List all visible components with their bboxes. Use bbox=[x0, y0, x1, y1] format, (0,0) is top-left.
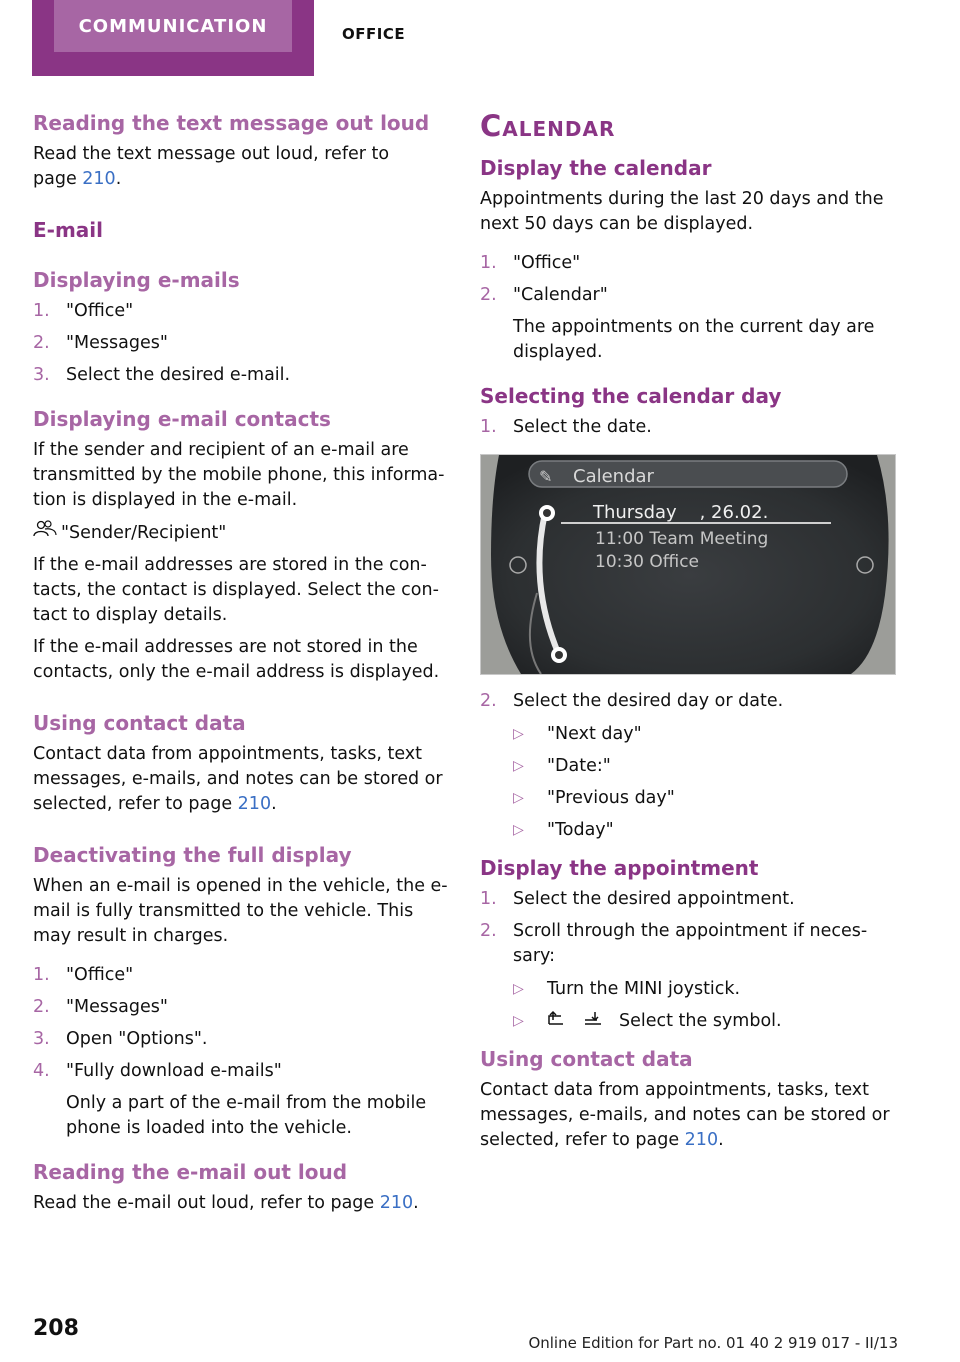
select-day-list-2 bbox=[480, 689, 895, 843]
list-item: 4. "Fully download e-mails" Only a part of the e-mail from the mobile phone is loaded into the vehicle. bbox=[33, 1059, 448, 1141]
display-calendar-list bbox=[480, 251, 895, 365]
calendar-screen-image bbox=[480, 454, 896, 675]
heading-email: E-mail bbox=[33, 218, 104, 242]
scroll-options-list bbox=[513, 977, 895, 1034]
heading-display-appointment: Display the appointment bbox=[480, 856, 759, 880]
list-item: 2. "Messages" bbox=[33, 333, 168, 353]
screen-day: Thursday , 26.02. bbox=[593, 502, 769, 523]
list-item: 2. Select the desired day or date. ▷ "Next day" ▷ "Date:" ▷ "Previous day" ▷ "Today" bbox=[480, 689, 895, 843]
page-link[interactable]: 210 bbox=[82, 169, 116, 189]
stored-text: If the e-mail addresses are stored in the contacts, the contact is displayed. Select the contact to display details. bbox=[33, 555, 439, 625]
current-day-text: The appointments on the current day are displayed. bbox=[513, 317, 875, 362]
heading-display-calendar: Display the calendar bbox=[480, 156, 712, 180]
list-item: ▷ Select the symbol. bbox=[513, 1009, 895, 1034]
deactivate-text: When an e-mail is opened in the vehicle, the e-mail is fully transmitted to the vehicle. This may result in charges. bbox=[33, 876, 448, 946]
edition-text: Online Edition for Part no. 01 40 2 919 017 - II/13 bbox=[528, 1334, 898, 1352]
deactivate-list bbox=[33, 963, 448, 1141]
list-item: 3. Open "Options". bbox=[33, 1029, 208, 1049]
list-item: ▷ Turn the MINI joystick. bbox=[513, 979, 741, 999]
list-item: 1. Select the desired appointment. bbox=[480, 889, 795, 909]
list-item: 1. "Office" bbox=[33, 301, 134, 321]
partial-text: Only a part of the e-mail from the mobile phone is loaded into the vehicle. bbox=[66, 1093, 427, 1138]
heading-read-sms: Reading the text message out loud bbox=[33, 111, 430, 135]
using-contact-text: Contact data from appointments, tasks, text messages, e-mails, and notes can be stored or selected, refer to page 210. bbox=[33, 744, 443, 814]
list-item: ▷ "Today" bbox=[513, 820, 614, 840]
list-item: 2. "Calendar" The appointments on the current day are displayed. bbox=[480, 283, 895, 365]
chapter-tab-label: COMMUNICATION bbox=[54, 0, 292, 52]
page-link[interactable]: 210 bbox=[237, 794, 272, 814]
right-column bbox=[480, 108, 895, 1153]
heading-calendar: Calendar bbox=[480, 109, 616, 143]
select-day-list bbox=[480, 415, 895, 440]
page-link[interactable]: 210 bbox=[379, 1193, 414, 1213]
scroll-down-icon bbox=[581, 1009, 619, 1034]
contacts-icon bbox=[33, 520, 61, 546]
list-item: ▷ "Date:" bbox=[513, 756, 611, 776]
heading-using-contact-right: Using contact data bbox=[480, 1047, 693, 1071]
screen-appointment: 11:00 Team Meeting bbox=[595, 529, 769, 549]
scroll-up-icon bbox=[547, 1009, 581, 1034]
read-sms-text: Read the text message out loud, refer to page 210. bbox=[33, 144, 390, 189]
page-link[interactable]: 210 bbox=[684, 1130, 719, 1150]
section-label: OFFICE bbox=[342, 25, 406, 43]
page-number: 208 bbox=[33, 1316, 79, 1341]
heading-email-contacts: Displaying e-mail contacts bbox=[33, 407, 331, 431]
appointment-list bbox=[480, 887, 895, 1034]
heading-select-day: Selecting the calendar day bbox=[480, 384, 782, 408]
heading-using-contact: Using contact data bbox=[33, 711, 246, 735]
list-item: 2. Scroll through the appointment if necessary: ▷ Turn the MINI joystick. ▷ Select the symbol. bbox=[480, 919, 895, 1034]
heading-deactivate: Deactivating the full display bbox=[33, 843, 352, 867]
day-options-list bbox=[513, 722, 895, 843]
list-item: 1. "Office" bbox=[480, 253, 581, 273]
heading-read-email: Reading the e-mail out loud bbox=[33, 1160, 348, 1184]
not-stored-text: If the e-mail addresses are not stored in the contacts, only the e-mail address is displayed. bbox=[33, 637, 440, 682]
using-contact-text-right: Contact data from appointments, tasks, text messages, e-mails, and notes can be stored or selected, refer to page 210. bbox=[480, 1080, 890, 1150]
screen-title: Calendar bbox=[573, 466, 654, 487]
read-email-text: Read the e-mail out loud, refer to page 210. bbox=[33, 1193, 419, 1213]
list-item: ▷ "Previous day" bbox=[513, 788, 675, 808]
chapter-tab[interactable] bbox=[32, 0, 314, 76]
list-item: ▷ "Next day" bbox=[513, 724, 642, 744]
list-item: 2. "Messages" bbox=[33, 997, 168, 1017]
contacts-text: If the sender and recipient of an e-mail are transmitted by the mobile phone, this information is displayed in the e-mail. bbox=[33, 440, 445, 510]
left-column bbox=[33, 110, 448, 1216]
list-item: 1. "Office" bbox=[33, 965, 134, 985]
sender-recipient-line: "Sender/Recipient" bbox=[33, 520, 448, 546]
display-emails-list bbox=[33, 299, 448, 388]
heading-display-emails: Displaying e-mails bbox=[33, 268, 240, 292]
screen-appointment: 10:30 Office bbox=[595, 552, 700, 572]
list-item: 3. Select the desired e-mail. bbox=[33, 365, 291, 385]
display-calendar-text: Appointments during the last 20 days and the next 50 days can be displayed. bbox=[480, 189, 884, 234]
list-item: 1. Select the date. bbox=[480, 417, 652, 437]
calendar-screen-icon: ✎ bbox=[539, 467, 553, 486]
